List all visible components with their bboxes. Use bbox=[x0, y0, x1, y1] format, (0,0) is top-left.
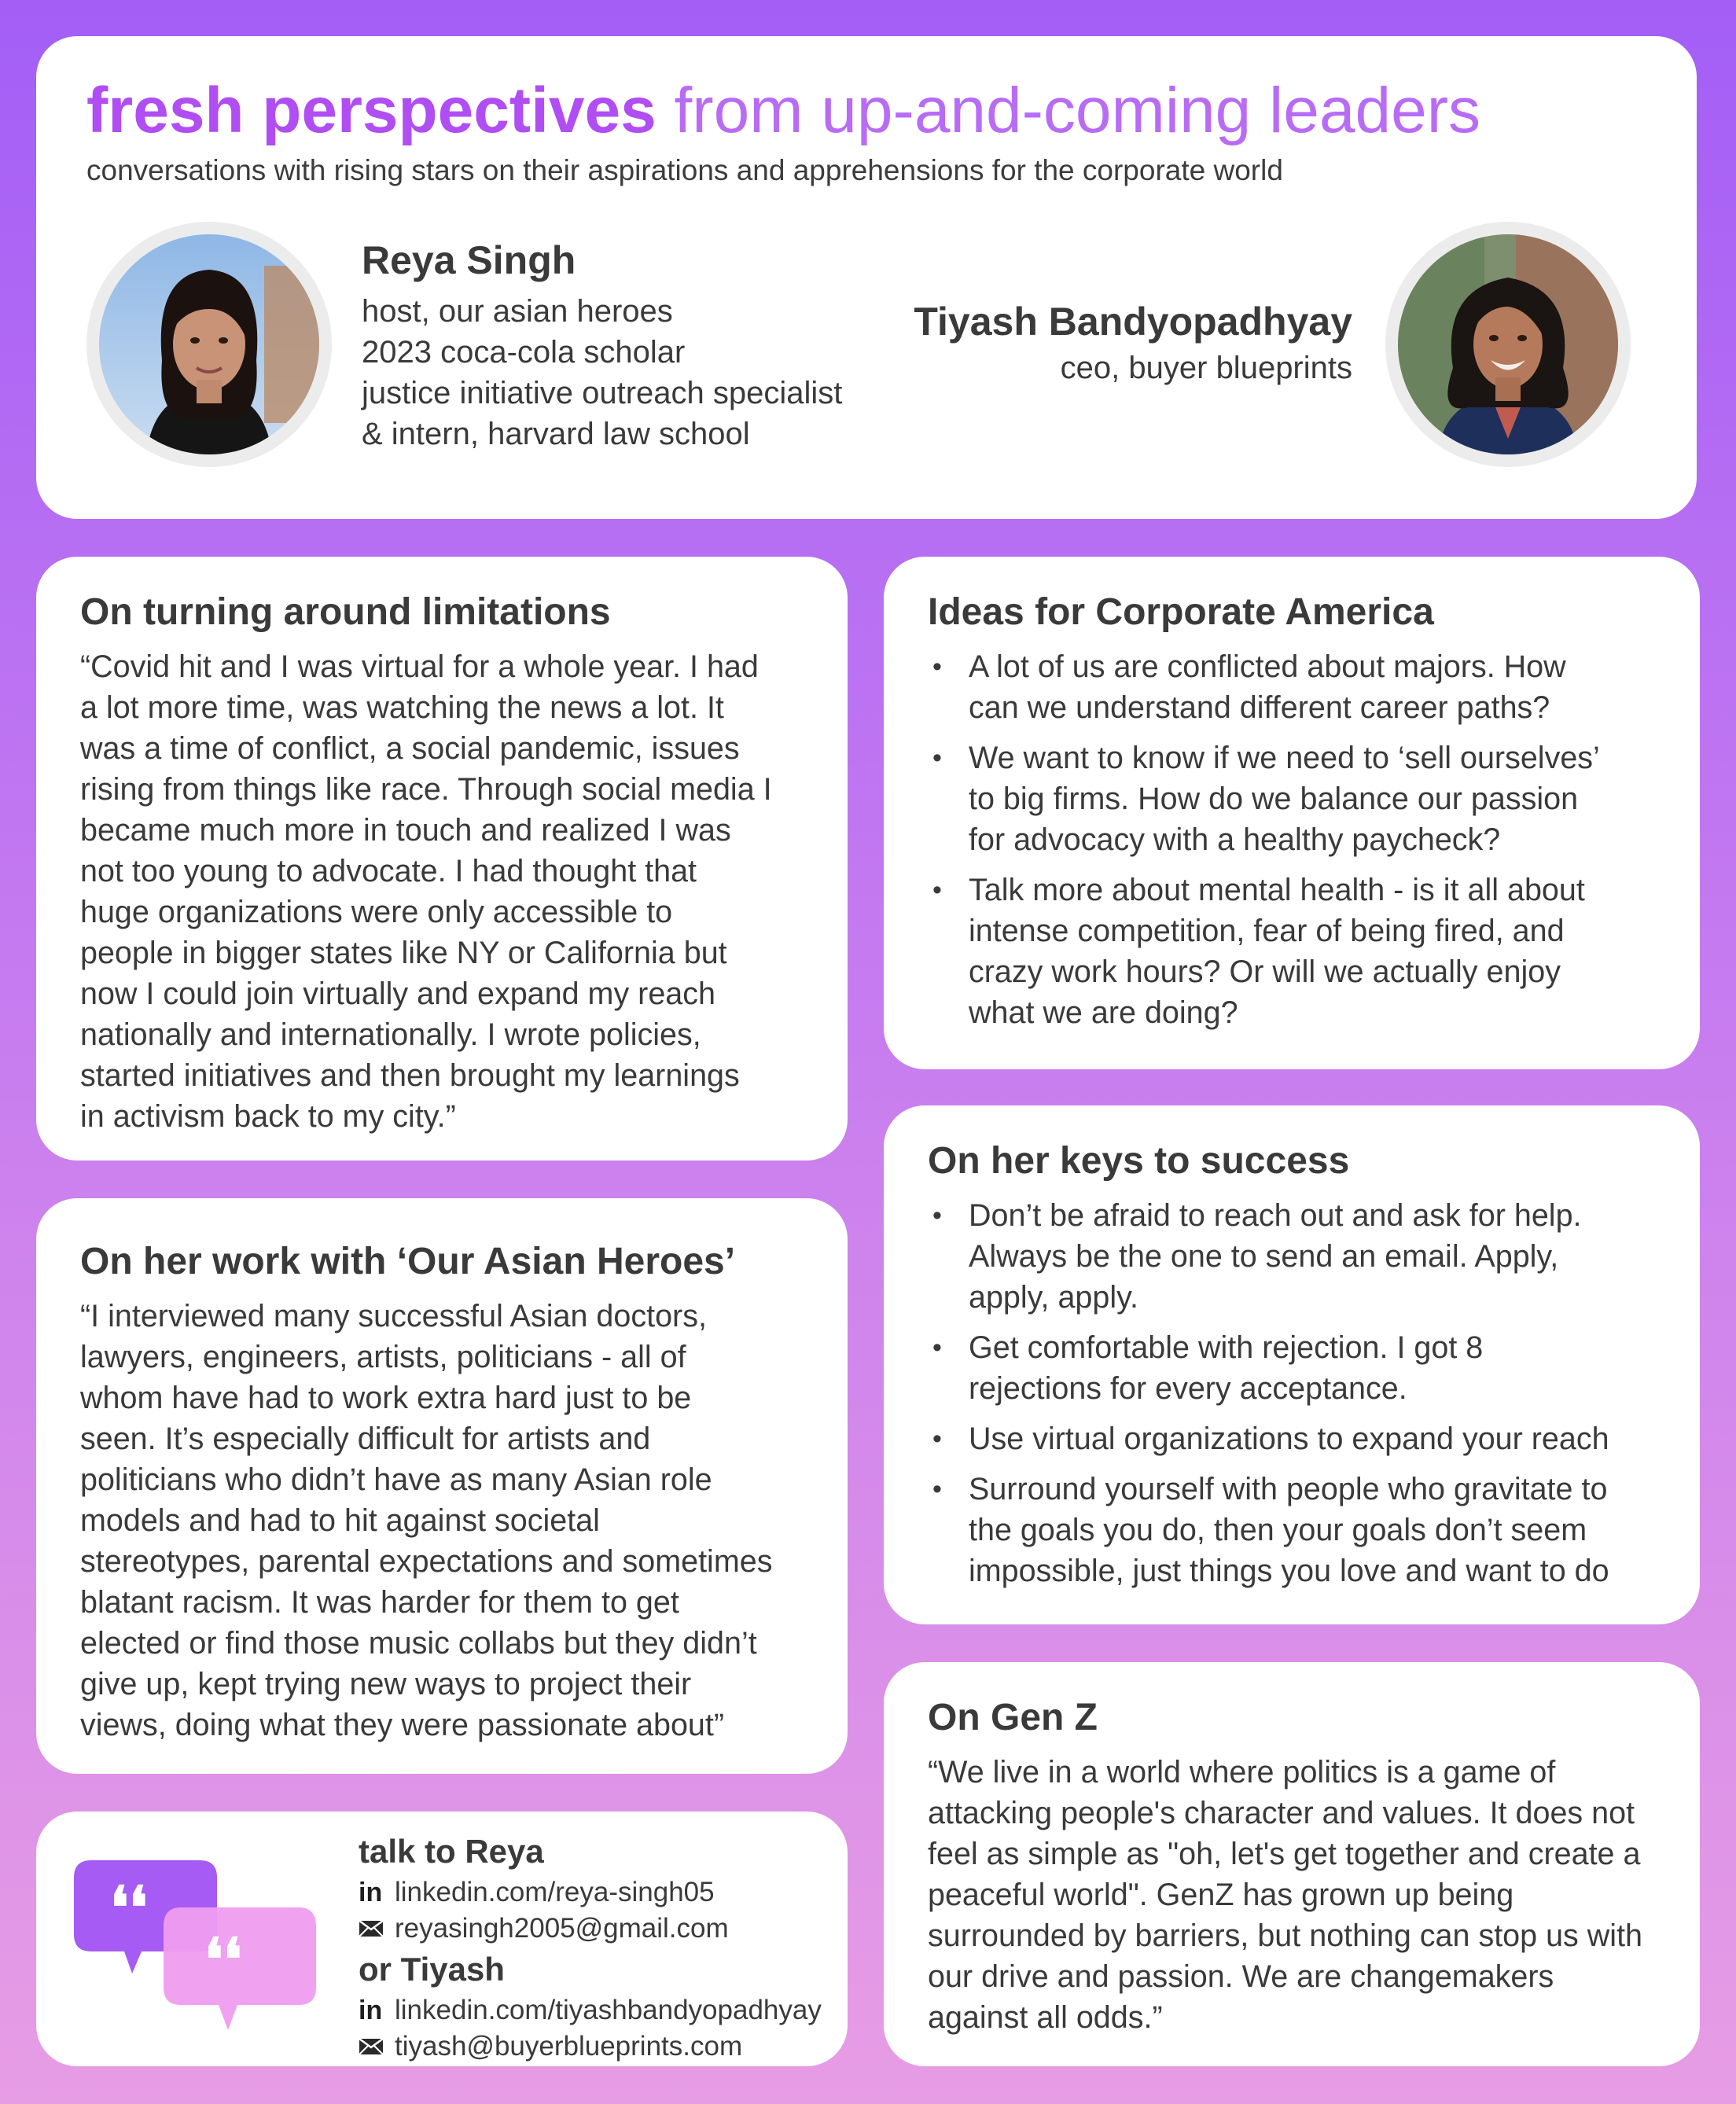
tiyash-email-link[interactable]: tiyash@buyerblueprints.com bbox=[395, 2031, 743, 2062]
envelope-icon bbox=[359, 2038, 395, 2055]
quote-line: give up, kept trying new ways to project their bbox=[80, 1666, 692, 1701]
quote-line: a lot more time, was watching the news a lot. It bbox=[80, 690, 724, 725]
tiyash-linkedin-link[interactable]: linkedin.com/tiyashbandyopadhyay bbox=[395, 1995, 822, 2025]
contact-tiyash-title: or Tiyash bbox=[359, 1951, 505, 1988]
quote-line: now I could join virtually and expand my reach bbox=[80, 976, 715, 1011]
quote-line: lawyers, engineers, artists, politicians - all of bbox=[80, 1339, 686, 1374]
ideas-title: Ideas for Corporate America bbox=[928, 591, 1434, 633]
host-photo bbox=[99, 234, 319, 454]
tiyash-email-row[interactable] bbox=[359, 2029, 822, 2065]
host-line: & intern, harvard law school bbox=[362, 417, 750, 451]
host-line: justice initiative outreach specialist bbox=[362, 376, 843, 410]
heroes-card bbox=[36, 1198, 848, 1774]
heroes-title: On her work with ‘Our Asian Heroes’ bbox=[80, 1241, 736, 1282]
quote-line: started initiatives and then brought my learnings bbox=[80, 1058, 740, 1093]
bullet-line: to big firms. How do we balance our passion bbox=[969, 781, 1579, 816]
bullet-line: • We want to know if we need to ‘sell ourselves’ bbox=[969, 740, 1600, 775]
quote-line: rising from things like race. Through social media I bbox=[80, 771, 772, 807]
quote-line: seen. It’s especially difficult for artists and bbox=[80, 1421, 651, 1456]
bullet-line: Always be the one to send an email. Apply, bbox=[969, 1238, 1559, 1274]
quote-line: elected or find those music collabs but they didn’t bbox=[80, 1625, 757, 1661]
list-item bbox=[928, 1195, 1656, 1318]
quote-line: whom have had to work extra hard just to be bbox=[80, 1380, 692, 1415]
quote-line: nationally and internationally. I wrote policies, bbox=[80, 1017, 701, 1052]
quote-line: against all odds.” bbox=[928, 1999, 1163, 2035]
bullet-line: what we are doing? bbox=[969, 995, 1238, 1030]
list-item bbox=[928, 1327, 1656, 1409]
reya-linkedin-link[interactable]: linkedin.com/reya-singh05 bbox=[395, 1877, 715, 1907]
list-item bbox=[928, 1469, 1656, 1591]
tiyash-linkedin-row[interactable] bbox=[359, 1992, 822, 2029]
quote-line: was a time of conflict, a social pandemic, issues bbox=[80, 730, 740, 766]
quote-line: “We live in a world where politics is a game of bbox=[928, 1754, 1556, 1790]
quote-line: huge organizations were only accessible to bbox=[80, 894, 673, 929]
bullet-line: • A lot of us are conflicted about majors. How bbox=[969, 649, 1566, 684]
title-strong: fresh perspectives bbox=[86, 75, 657, 146]
quote-line: “Covid hit and I was virtual for a whole year. I had bbox=[80, 649, 759, 684]
quote-line: became much more in touch and realized I was bbox=[80, 812, 731, 848]
bullet-line: • Use virtual organizations to expand your reach bbox=[969, 1421, 1609, 1456]
bullet-line: • Don’t be afraid to reach out and ask for help. bbox=[969, 1197, 1582, 1233]
quote-line: stereotypes, parental expectations and sometimes bbox=[80, 1543, 773, 1579]
limitations-card bbox=[36, 557, 848, 1161]
linkedin-icon: in bbox=[359, 1878, 383, 1907]
bullet-line: • Get comfortable with rejection. I got 8 bbox=[969, 1330, 1484, 1365]
quote-line: “I interviewed many successful Asian doctors, bbox=[80, 1298, 707, 1333]
bullet-line: for advocacy with a healthy paycheck? bbox=[969, 822, 1501, 857]
contact-reya-title: talk to Reya bbox=[359, 1833, 544, 1870]
speech-bubbles-icon bbox=[63, 1856, 330, 2036]
host-line: 2023 coca-cola scholar bbox=[362, 335, 686, 370]
list-item bbox=[928, 1418, 1656, 1459]
header-card bbox=[36, 36, 1697, 519]
contact-block bbox=[359, 1829, 822, 2065]
envelope-icon bbox=[359, 1920, 395, 1937]
bullet-line: can we understand different career paths? bbox=[969, 690, 1550, 725]
list-item bbox=[928, 870, 1656, 1033]
bullet-line: intense competition, fear of being fired, and bbox=[969, 913, 1565, 948]
page-subtitle: conversations with rising stars on their aspirations and apprehensions for the corporate world bbox=[86, 154, 1283, 186]
limitations-quote bbox=[80, 646, 804, 1137]
quote-line: views, doing what they were passionate about” bbox=[80, 1707, 725, 1742]
genz-quote bbox=[928, 1752, 1656, 2038]
keys-list bbox=[928, 1195, 1656, 1591]
genz-card bbox=[884, 1662, 1700, 2066]
genz-title: On Gen Z bbox=[928, 1697, 1098, 1738]
host-avatar bbox=[86, 222, 332, 467]
host-name: Reya Singh bbox=[362, 238, 576, 282]
bullet-line: • Talk more about mental health - is it all about bbox=[969, 872, 1585, 907]
limitations-title: On turning around limitations bbox=[80, 591, 611, 633]
quote-line: politicians who didn’t have as many Asian role bbox=[80, 1462, 712, 1497]
bullet-line: • Surround yourself with people who gravitate to bbox=[969, 1471, 1608, 1506]
page-title bbox=[86, 74, 1480, 148]
host-info bbox=[362, 237, 842, 454]
list-item bbox=[928, 646, 1656, 728]
guest-name: Tiyash Bandyopadhyay bbox=[914, 300, 1352, 344]
host-line: host, our asian heroes bbox=[362, 294, 673, 329]
guest-avatar bbox=[1385, 222, 1631, 467]
guest-info bbox=[914, 299, 1352, 388]
svg-text:❛❛: ❛❛ bbox=[110, 1874, 148, 1942]
reya-email-row[interactable] bbox=[359, 1911, 822, 1947]
heroes-quote bbox=[80, 1296, 804, 1745]
ideas-list bbox=[928, 646, 1656, 1033]
quote-line: attacking people's character and values. It does not bbox=[928, 1795, 1635, 1830]
bullet-line: crazy work hours? Or will we actually enjoy bbox=[969, 954, 1561, 989]
quote-line: peaceful world". GenZ has grown up being bbox=[928, 1877, 1514, 1912]
quote-line: models and had to hit against societal bbox=[80, 1503, 600, 1538]
bullet-line: impossible, just things you love and want to do bbox=[969, 1553, 1609, 1588]
quote-line: surrounded by barriers, but nothing can stop us with bbox=[928, 1918, 1643, 1953]
quote-line: our drive and passion. We are changemakers bbox=[928, 1959, 1554, 1994]
bullet-line: rejections for every acceptance. bbox=[969, 1370, 1407, 1406]
bullet-line: the goals you do, then your goals don’t seem bbox=[969, 1512, 1587, 1547]
keys-card bbox=[884, 1105, 1700, 1624]
svg-text:❛❛: ❛❛ bbox=[204, 1926, 242, 1994]
reya-linkedin-row[interactable] bbox=[359, 1874, 822, 1911]
contact-card bbox=[36, 1812, 848, 2066]
quote-line: in activism back to my city.” bbox=[80, 1098, 456, 1134]
linkedin-icon: in bbox=[359, 1995, 383, 2025]
keys-title: On her keys to success bbox=[928, 1140, 1350, 1182]
quote-line: feel as simple as "oh, let's get together and create a bbox=[928, 1836, 1641, 1871]
title-light: from up-and-coming leaders bbox=[674, 75, 1480, 146]
list-item bbox=[928, 738, 1656, 860]
bullet-line: apply, apply. bbox=[969, 1279, 1138, 1315]
quote-line: not too young to advocate. I had thought that bbox=[80, 853, 697, 888]
quote-line: blatant racism. It was harder for them to get bbox=[80, 1584, 679, 1620]
guest-photo bbox=[1398, 234, 1618, 454]
reya-email-link[interactable]: reyasingh2005@gmail.com bbox=[395, 1913, 729, 1944]
guest-role: ceo, buyer blueprints bbox=[1060, 351, 1352, 385]
quote-line: people in bigger states like NY or California but bbox=[80, 935, 727, 970]
ideas-card bbox=[884, 557, 1700, 1069]
